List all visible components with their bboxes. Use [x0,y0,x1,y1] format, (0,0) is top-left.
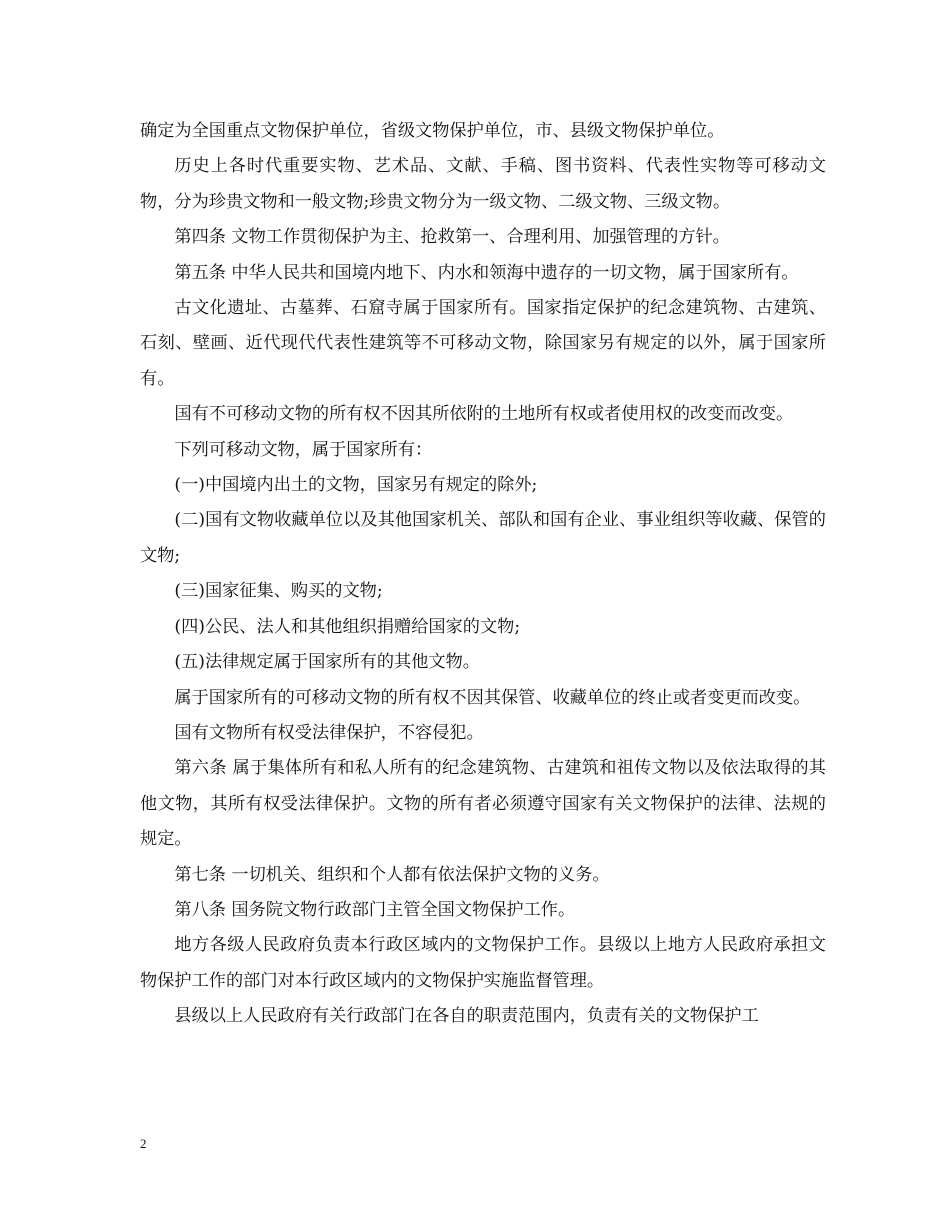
list-item: (二)国有文物收藏单位以及其他国家机关、部队和国有企业、事业组织等收藏、保管的文物; [140,510,826,566]
paragraph: 国有文物所有权受法律保护，不容侵犯。 [174,722,484,743]
article-8-paragraph: 第八条 国务院文物行政部门主管全国文物保护工作。 [174,899,576,920]
article-6-paragraph: 第六条 属于集体所有和私人所有的纪念建筑物、古建筑和祖传文物以及依法取得的其他文物，其所有权受法律保护。文物的所有者必须遵守国家有关文物保护的法律、法规的规定。 [140,758,826,850]
paragraph: 确定为全国重点文物保护单位，省级文物保护单位，市、县级文物保护单位。 [140,121,725,141]
page-number: 2 [140,1136,147,1151]
list-item: (五)法律规定属于国家所有的其他文物。 [174,652,480,673]
article-5-paragraph: 第五条 中华人民共和国境内地下、内水和领海中遗存的一切文物，属于国家所有。 [174,262,799,283]
paragraph: 国有不可移动文物的所有权不因其所依附的土地所有权或者使用权的改变而改变。 [174,404,794,425]
paragraph: 古文化遗址、古墓葬、石窟寺属于国家所有。国家指定保护的纪念建筑物、古建筑、石刻、壁画、近代现代代表性建筑等不可移动文物，除国家另有规定的以外，属于国家所有。 [140,298,826,389]
article-4-paragraph: 第四条 文物工作贯彻保护为主、抢救第一、合理利用、加强管理的方针。 [174,227,730,248]
paragraph: 地方各级人民政府负责本行政区域内的文物保护工作。县级以上地方人民政府承担文物保护工作的部门对本行政区域内的文物保护实施监督管理。 [140,935,826,991]
paragraph: 下列可移动文物，属于国家所有： [174,439,433,460]
paragraph: 县级以上人民政府有关行政部门在各自的职责范围内，负责有关的文物保护工 [174,1006,759,1027]
list-item: (一)中国境内出土的文物，国家另有规定的除外; [174,475,538,496]
list-item: (四)公民、法人和其他组织捐赠给国家的文物; [174,616,521,637]
document-body [140,114,826,1035]
article-7-paragraph: 第七条 一切机关、组织和个人都有依法保护文物的义务。 [174,864,610,885]
paragraph: 属于国家所有的可移动文物的所有权不因其保管、收藏单位的终止或者变更而改变。 [174,687,811,708]
list-item: (三)国家征集、购买的文物; [174,581,383,602]
paragraph: 历史上各时代重要实物、艺术品、文献、手稿、图书资料、代表性实物等可移动文物，分为珍贵文物和一般文物;珍贵文物分为一级文物、二级文物、三级文物。 [140,156,826,212]
